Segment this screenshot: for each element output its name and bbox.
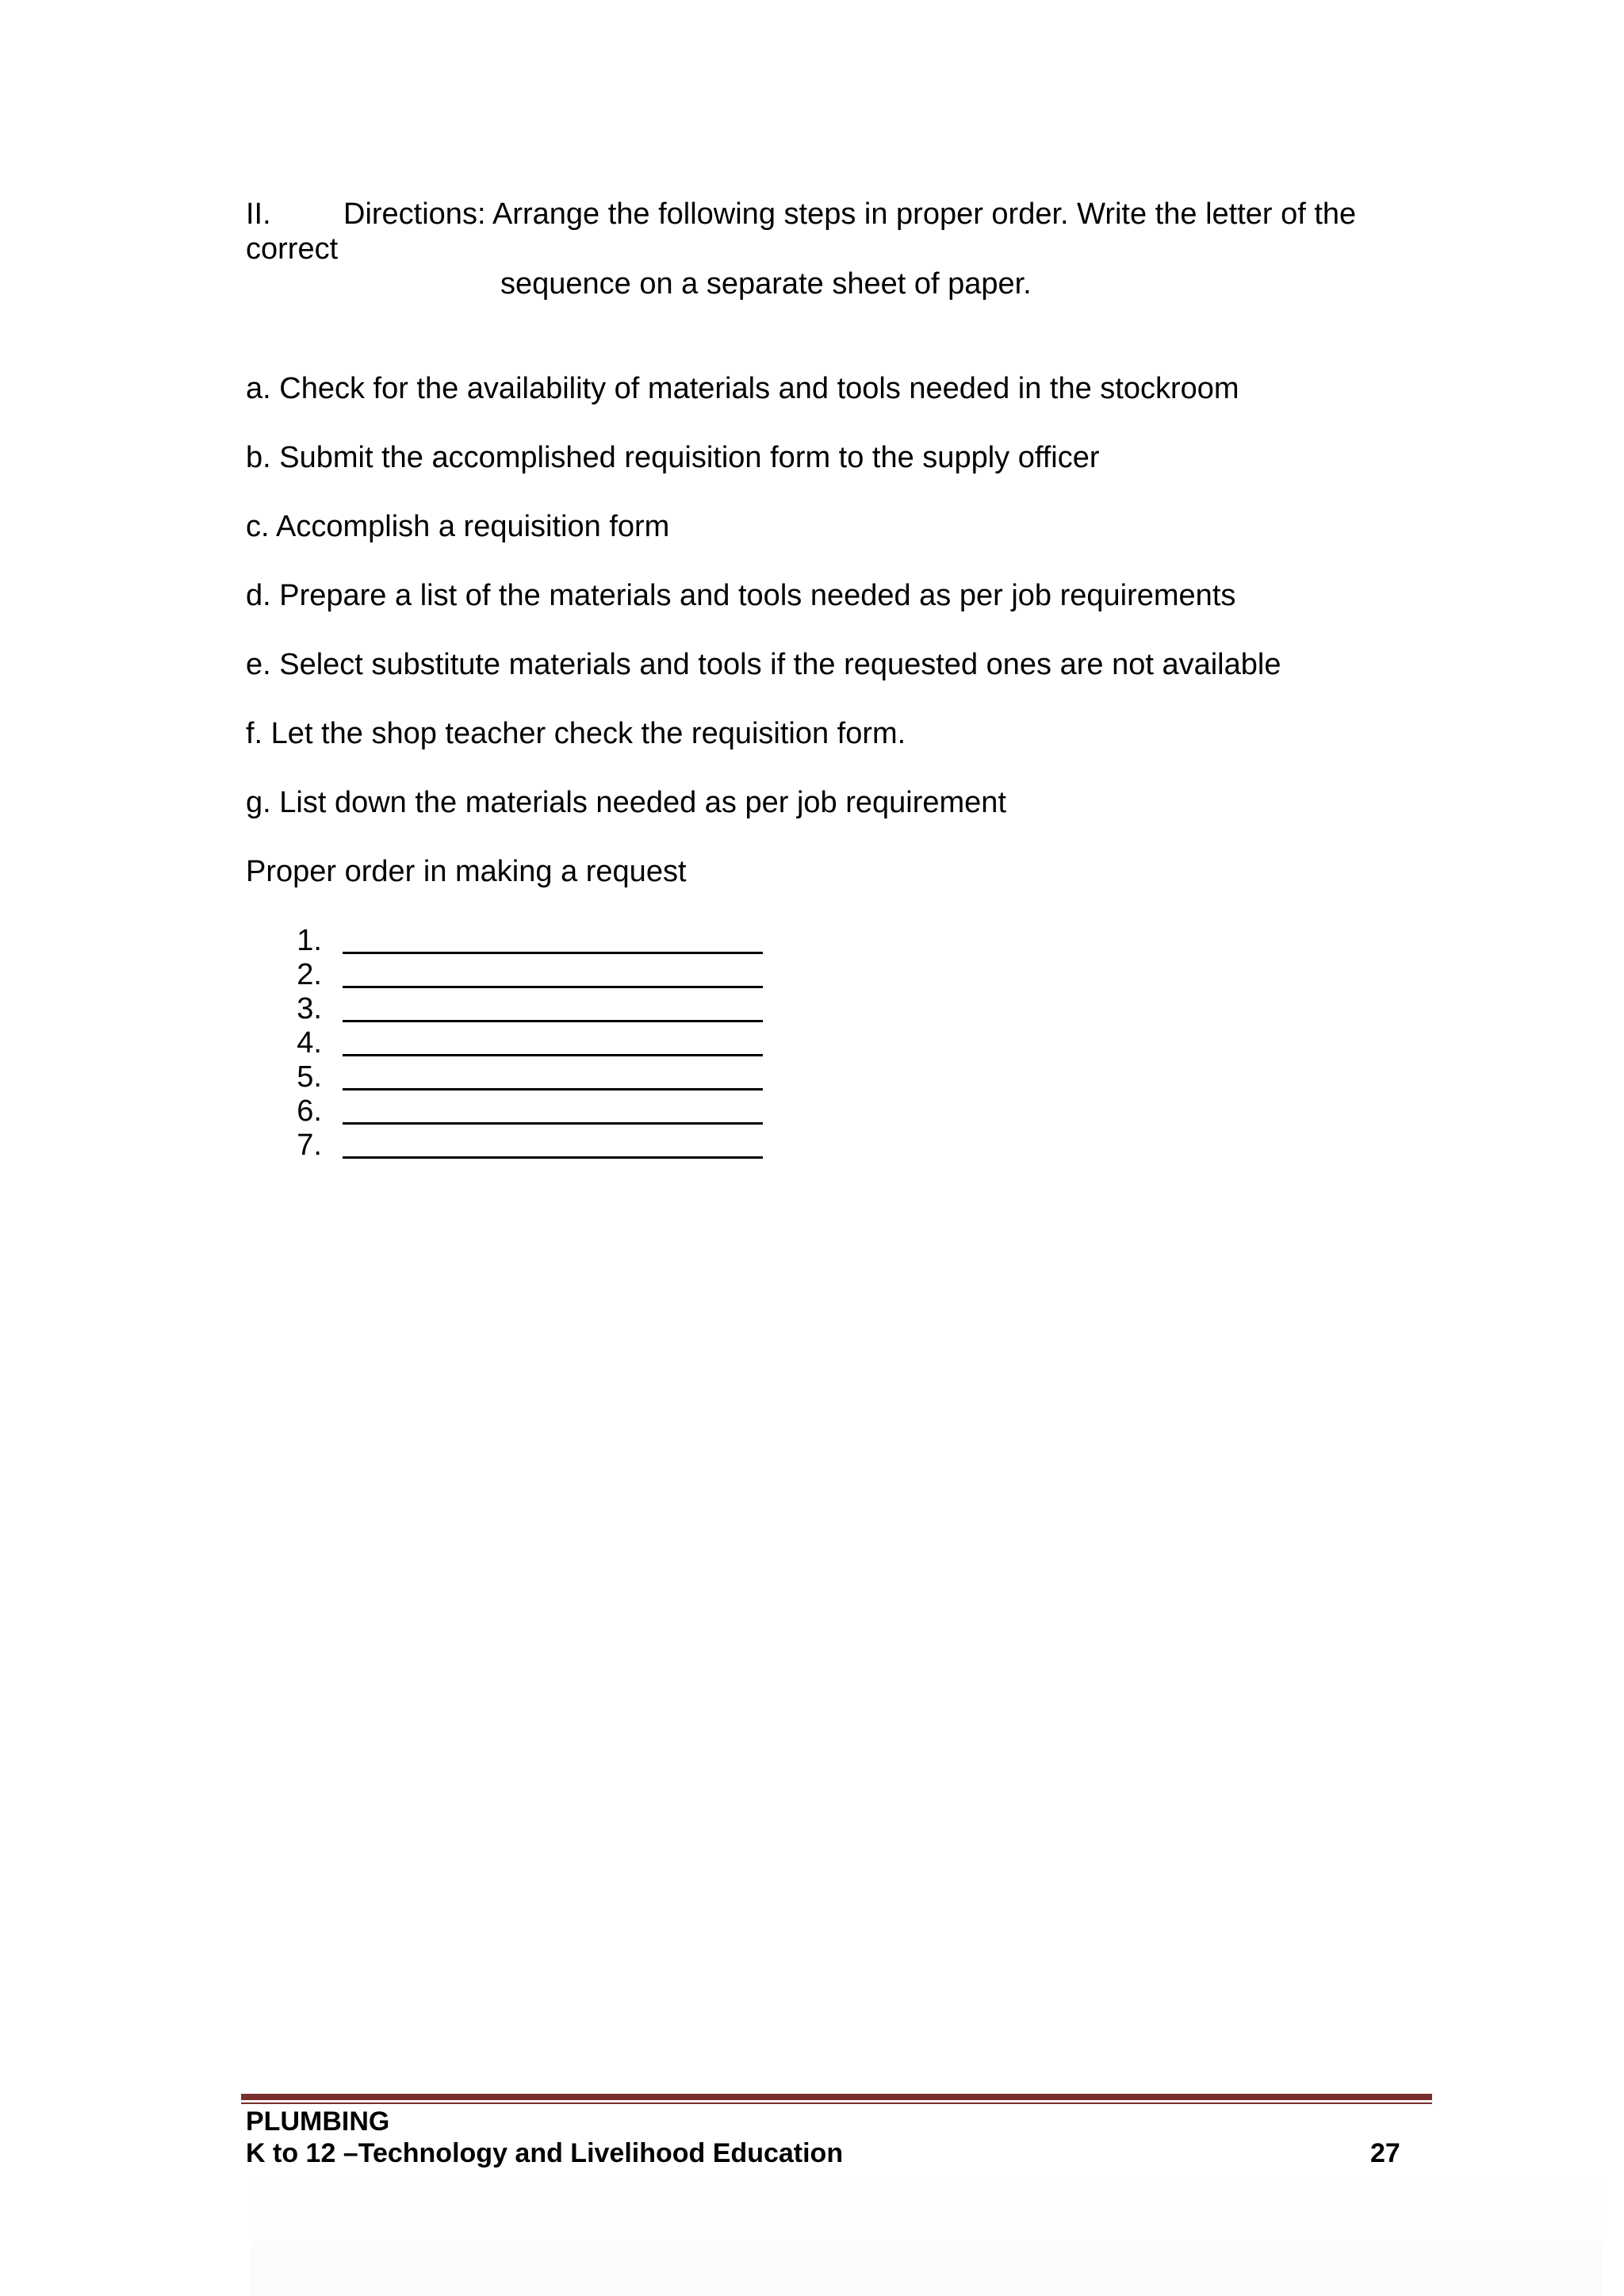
answer-number: 1. [297,924,322,957]
directions-continuation: sequence on a separate sheet of paper. [500,267,1032,301]
footer-subject: PLUMBING [246,2106,390,2137]
answer-blank [343,1122,763,1125]
answer-blank [343,952,763,954]
answer-number: 4. [297,1026,322,1060]
directions-wrap-text: correct [246,232,339,266]
answer-blank [343,1054,763,1056]
page-shadow [250,2169,1602,2296]
step-item: e. Select substitute materials and tools if the requested ones are not available [246,648,1281,681]
answer-number: 6. [297,1094,322,1128]
section-numeral: II. [246,197,271,231]
step-item: g. List down the materials needed as per job requirement [246,786,1006,819]
footer-course: K to 12 –Technology and Livelihood Education [246,2138,844,2168]
step-item: f. Let the shop teacher check the requisition form. [246,717,906,750]
answer-number: 5. [297,1060,322,1094]
page-number: 27 [1370,2138,1400,2168]
step-item: b. Submit the accomplished requisition form to the supply officer [246,441,1100,474]
answer-blank [343,1020,763,1022]
answer-blank [343,1088,763,1091]
step-item: a. Check for the availability of materials and tools needed in the stockroom [246,372,1239,405]
step-item: d. Prepare a list of the materials and tools needed as per job requirements [246,579,1236,612]
answer-blank [343,1156,763,1159]
directions-text: Directions: Arrange the following steps in proper order. Write the letter of the [343,197,1357,231]
footer-rule-thin [241,2102,1432,2104]
answer-blank [343,986,763,988]
answer-number: 2. [297,958,322,991]
answer-number: 7. [297,1129,322,1162]
answer-number: 3. [297,992,322,1025]
order-heading: Proper order in making a request [246,855,687,888]
footer-rule [241,2094,1432,2100]
step-item: c. Accomplish a requisition form [246,510,670,543]
